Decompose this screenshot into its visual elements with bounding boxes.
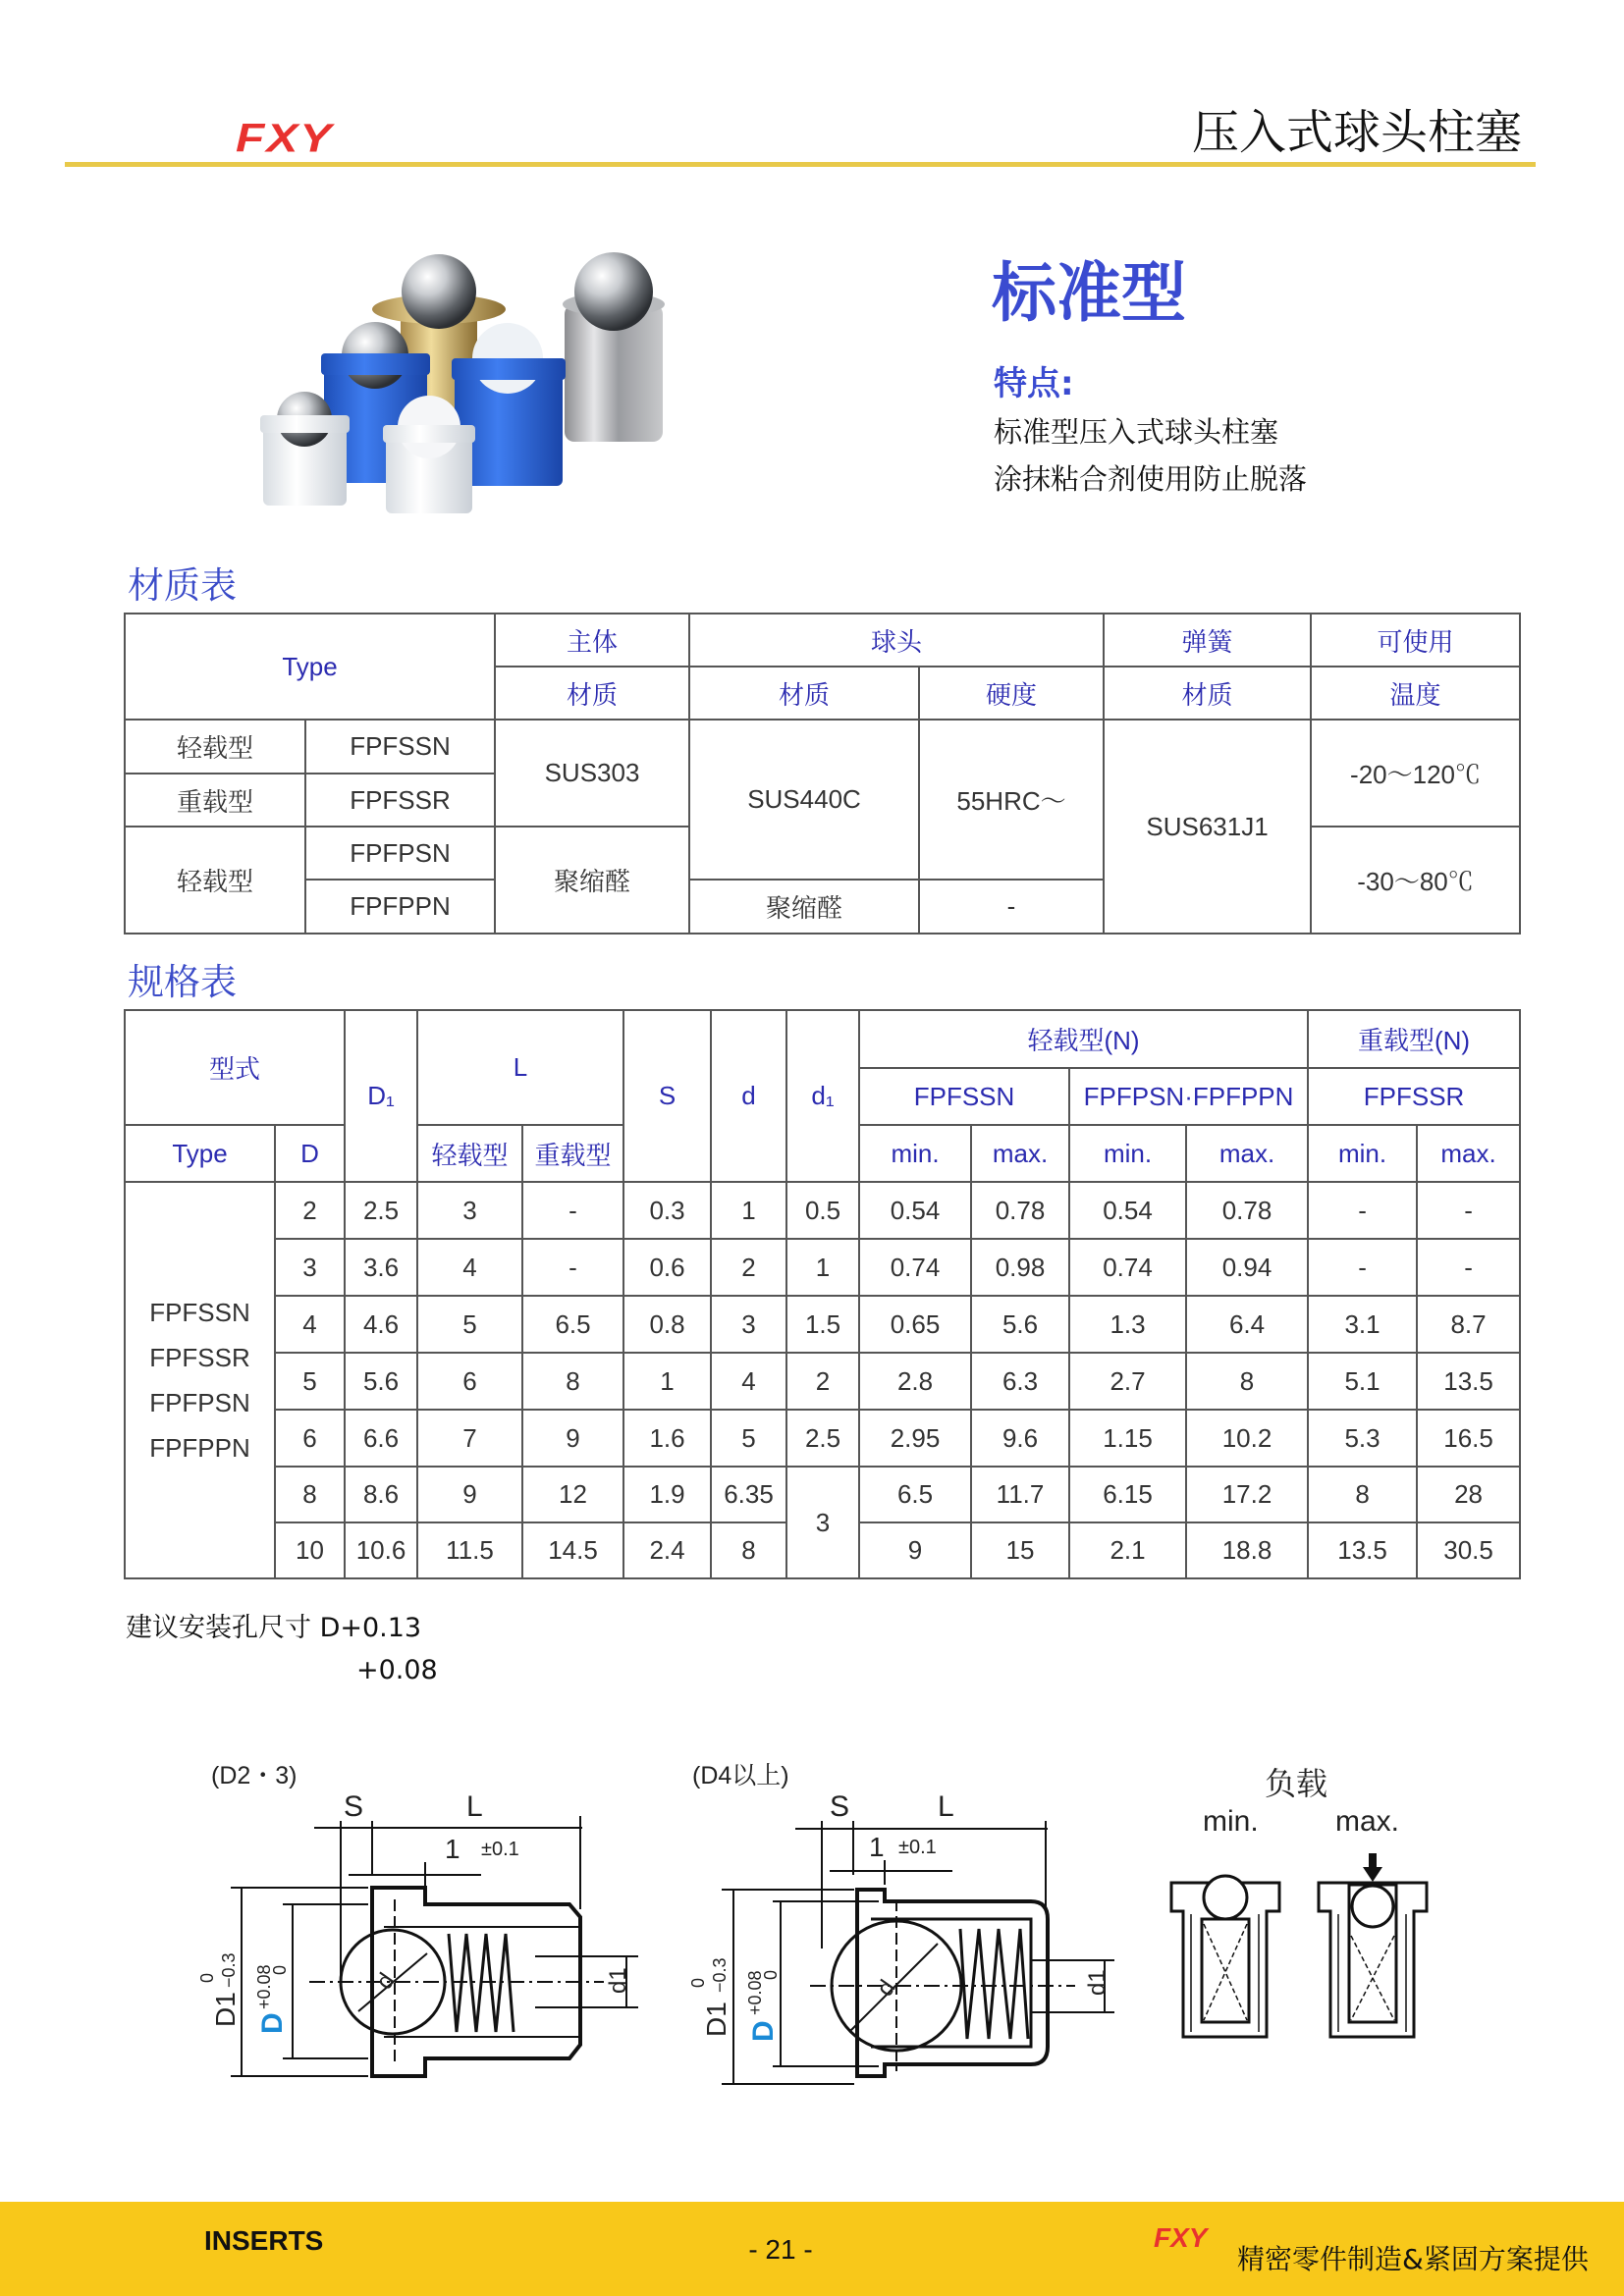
header-temperature: 温度 [1311,667,1520,720]
cell-d: 6.35 [711,1467,786,1522]
cell-d: 2 [711,1239,786,1296]
material-table [124,613,1521,934]
cell-psn-max: 6.4 [1186,1296,1308,1353]
dim-L: L [938,1790,954,1823]
header-D: D [275,1125,345,1182]
cell-psn-min: 0.74 [1069,1239,1186,1296]
spec-row [125,1239,1520,1296]
install-hole-note: 建议安装孔尺寸 D+0.13 [126,1613,422,1643]
dim-D-tol-upper: +0.08 [254,1964,274,2009]
cell-ssn-max: 5.6 [971,1296,1069,1353]
dim-d1: d1 [1084,1969,1110,1996]
cell-ssn-min: 6.5 [859,1467,971,1522]
cell-ssr-max: 16.5 [1417,1410,1520,1467]
ball-hardness-cell: 55HRC～ [919,720,1104,880]
dim-one: 1 [869,1832,885,1862]
cell-L_light: 9 [417,1467,522,1522]
spec-row [125,1353,1520,1410]
model-cell: FPFSSR [305,774,495,827]
dim-D-tol-lower: 0 [270,1964,290,1975]
dim-S: S [344,1790,364,1823]
dim-D1: D1 [701,2002,731,2037]
header-d1: d₁ [786,1010,859,1182]
cell-psn-max: 18.8 [1186,1522,1308,1578]
cell-ssr-max: 13.5 [1417,1353,1520,1410]
type-models-cell [125,1182,275,1578]
cell-L_light: 3 [417,1182,522,1239]
header-light-load: 轻载型(N) [859,1010,1308,1068]
diagram-label: (D2・3) [211,1762,298,1789]
dim-tolerance: ±0.1 [481,1839,519,1860]
cell-L_heavy: - [522,1239,623,1296]
header-divider [65,162,1536,167]
header-type: Type [125,1125,275,1182]
cell-ssn-max: 11.7 [971,1467,1069,1522]
cell-ssn-min: 2.8 [859,1353,971,1410]
header-group-fpfssr: FPFSSR [1308,1068,1520,1125]
install-hole-tolerance: +0.08 [356,1655,438,1685]
dim-D-tol-lower: 0 [761,1969,781,1980]
dim-D1-tol-upper: 0 [197,1972,217,1983]
body-material-cell: 聚缩醛 [495,827,689,934]
temperature-cell: -20～120℃ [1311,720,1520,827]
header-ball-material: 材质 [689,667,919,720]
dim-D1-tol-lower: −0.3 [219,1952,239,1988]
document-title: 压入式球头柱塞 [1191,105,1522,160]
cell-d: 8 [711,1522,786,1578]
cell-d1: 2 [786,1353,859,1410]
model-cell: FPFSSN [305,720,495,774]
cell-ssr-min: 8 [1308,1467,1417,1522]
header-min: min. [1069,1125,1186,1182]
cell-psn-max: 0.78 [1186,1182,1308,1239]
cell-D1: 2.5 [345,1182,417,1239]
cell-d1: 0.5 [786,1182,859,1239]
cell-D1: 5.6 [345,1353,417,1410]
dim-S: S [830,1790,850,1823]
header-min: min. [1308,1125,1417,1182]
cell-L_heavy: 6.5 [522,1296,623,1353]
load-title: 负载 [1265,1765,1328,1802]
cell-D: 4 [275,1296,345,1353]
page-number: - 21 - [748,2234,813,2265]
cell-psn-min: 0.54 [1069,1182,1186,1239]
dim-D: D [747,2020,780,2042]
cell-ssn-max: 6.3 [971,1353,1069,1410]
cell-ssr-min: - [1308,1182,1417,1239]
cell-S: 1.9 [623,1467,711,1522]
cell-ssr-min: 13.5 [1308,1522,1417,1578]
cell-S: 1.6 [623,1410,711,1467]
load-diagram [1159,1757,1463,2052]
cell-psn-min: 6.15 [1069,1467,1186,1522]
product-type-heading: 标准型 [992,255,1186,331]
type-model: FPFPSN [149,1388,250,1417]
cell-L_heavy: 9 [522,1410,623,1467]
cell-S: 0.6 [623,1239,711,1296]
cell-d1: 1 [786,1239,859,1296]
header-ball: 球头 [689,614,1104,667]
cell-D1: 3.6 [345,1239,417,1296]
cell-ssn-min: 0.74 [859,1239,971,1296]
cell-D1: 10.6 [345,1522,417,1578]
cell-d1: 1.5 [786,1296,859,1353]
temperature-cell: -30～80℃ [1311,827,1520,934]
dim-L: L [466,1790,483,1823]
ball-material-cell: 聚缩醛 [689,880,919,934]
feature-item: 涂抹粘合剂使用防止脱落 [994,462,1308,496]
dim-D1-tol-upper: 0 [688,1977,708,1988]
type-model: FPFPPN [149,1433,250,1463]
cell-ssn-max: 15 [971,1522,1069,1578]
product-photo [241,231,702,515]
brand-logo: FXY [236,116,334,161]
cell-D: 2 [275,1182,345,1239]
load-arrow-icon [1363,1853,1382,1882]
header-spring: 弹簧 [1104,614,1311,667]
header-min: min. [859,1125,971,1182]
dim-one: 1 [445,1834,460,1864]
cell-psn-min: 2.1 [1069,1522,1186,1578]
header-body: 主体 [495,614,689,667]
diagram-label: (D4以上) [692,1762,789,1789]
type-model: FPFSSR [149,1343,250,1372]
header-max: max. [1186,1125,1308,1182]
spec-row [125,1182,1520,1239]
cell-L_light: 11.5 [417,1522,522,1578]
load-type-cell: 轻载型 [125,827,305,934]
cell-D: 8 [275,1467,345,1522]
cell-ssn-min: 0.65 [859,1296,971,1353]
dim-D-tol-upper: +0.08 [745,1970,765,2015]
cell-S: 1 [623,1353,711,1410]
cell-ssr-max: 30.5 [1417,1522,1520,1578]
cell-d: 4 [711,1353,786,1410]
cell-psn-max: 0.94 [1186,1239,1308,1296]
feature-item: 标准型压入式球头柱塞 [994,415,1279,449]
header-type: Type [125,614,495,720]
cell-D1: 4.6 [345,1296,417,1353]
dim-D: D [256,2012,289,2034]
cell-d: 3 [711,1296,786,1353]
load-max-label: max. [1335,1805,1400,1838]
header-group-fpfpsn-fpfppn: FPFPSN·FPFPPN [1069,1068,1308,1125]
footer-logo: FXY [1154,2222,1208,2253]
load-min-label: min. [1203,1805,1259,1838]
header-D1: D₁ [345,1010,417,1182]
cell-L_heavy: 12 [522,1467,623,1522]
cell-L_heavy: 8 [522,1353,623,1410]
cell-ssr-min: 5.1 [1308,1353,1417,1410]
cell-ssr-min: - [1308,1239,1417,1296]
header-group-fpfssn: FPFSSN [859,1068,1069,1125]
header-max: max. [1417,1125,1520,1182]
header-heavy-load: 重载型(N) [1308,1010,1520,1068]
cell-ssn-min: 0.54 [859,1182,971,1239]
header-max: max. [971,1125,1069,1182]
spring-material-cell: SUS631J1 [1104,720,1311,934]
header-d: d [711,1010,786,1182]
cell-ssn-max: 9.6 [971,1410,1069,1467]
cell-psn-min: 1.3 [1069,1296,1186,1353]
spec-table [124,1009,1521,1579]
dim-tolerance: ±0.1 [898,1837,937,1858]
cell-ssr-max: - [1417,1239,1520,1296]
diagram-small-size [191,1752,653,2096]
load-type-cell: 轻载型 [125,720,305,774]
header-L: L [417,1010,623,1125]
model-cell: FPFPPN [305,880,495,934]
cell-D: 3 [275,1239,345,1296]
load-type-cell: 重载型 [125,774,305,827]
cell-ssn-min: 9 [859,1522,971,1578]
cell-S: 0.8 [623,1296,711,1353]
ball-material-cell: SUS440C [689,720,919,880]
header-usable: 可使用 [1311,614,1520,667]
cell-ssr-max: - [1417,1182,1520,1239]
cell-D: 10 [275,1522,345,1578]
dim-D1: D1 [210,1992,241,2027]
cell-ssn-min: 2.95 [859,1410,971,1467]
header-body-material: 材质 [495,667,689,720]
body-material-cell: SUS303 [495,720,689,827]
cell-psn-max: 8 [1186,1353,1308,1410]
cell-psn-min: 2.7 [1069,1353,1186,1410]
cell-L_heavy: - [522,1182,623,1239]
cell-L_light: 7 [417,1410,522,1467]
cell-ssr-min: 3.1 [1308,1296,1417,1353]
spec-row [125,1410,1520,1467]
cell-ssr-max: 28 [1417,1467,1520,1522]
footer-section-label: INSERTS [204,2225,324,2256]
spec-row [125,1296,1520,1353]
cell-ssn-max: 0.78 [971,1182,1069,1239]
cell-ssr-min: 5.3 [1308,1410,1417,1467]
header-L-heavy: 重载型 [522,1125,623,1182]
header-spring-material: 材质 [1104,667,1311,720]
dim-d1: d1 [605,1967,631,1994]
cell-D1: 6.6 [345,1410,417,1467]
cell-D: 5 [275,1353,345,1410]
cell-S: 0.3 [623,1182,711,1239]
cell-d1-merged: 3 [786,1467,859,1578]
spec-table-title: 规格表 [128,961,237,1003]
cell-psn-max: 10.2 [1186,1410,1308,1467]
cell-S: 2.4 [623,1522,711,1578]
dim-D1-tol-lower: −0.3 [710,1957,730,1993]
cell-ssn-max: 0.98 [971,1239,1069,1296]
cell-L_light: 5 [417,1296,522,1353]
cell-psn-min: 1.15 [1069,1410,1186,1467]
cell-d: 1 [711,1182,786,1239]
dim-d: d [370,1968,401,1995]
header-S: S [623,1010,711,1182]
cell-L_light: 4 [417,1239,522,1296]
features-label: 特点: [994,364,1074,403]
material-table-title: 材质表 [128,564,237,607]
cell-d1: 2.5 [786,1410,859,1467]
cell-D1: 8.6 [345,1467,417,1522]
type-model: FPFSSN [149,1298,250,1327]
cell-psn-max: 17.2 [1186,1467,1308,1522]
cell-D: 6 [275,1410,345,1467]
cell-L_light: 6 [417,1353,522,1410]
header-L-light: 轻载型 [417,1125,522,1182]
header-model-type: 型式 [125,1010,345,1125]
ball-hardness-cell: - [919,880,1104,934]
cell-d: 5 [711,1410,786,1467]
footer-slogan: 精密零件制造&紧固方案提供 [1237,2243,1589,2275]
cell-L_heavy: 14.5 [522,1522,623,1578]
dim-d: d [871,1975,901,2002]
spec-row [125,1467,1520,1522]
model-cell: FPFPSN [305,827,495,880]
header-ball-hardness: 硬度 [919,667,1104,720]
diagram-large-size [682,1752,1144,2096]
cell-ssr-max: 8.7 [1417,1296,1520,1353]
